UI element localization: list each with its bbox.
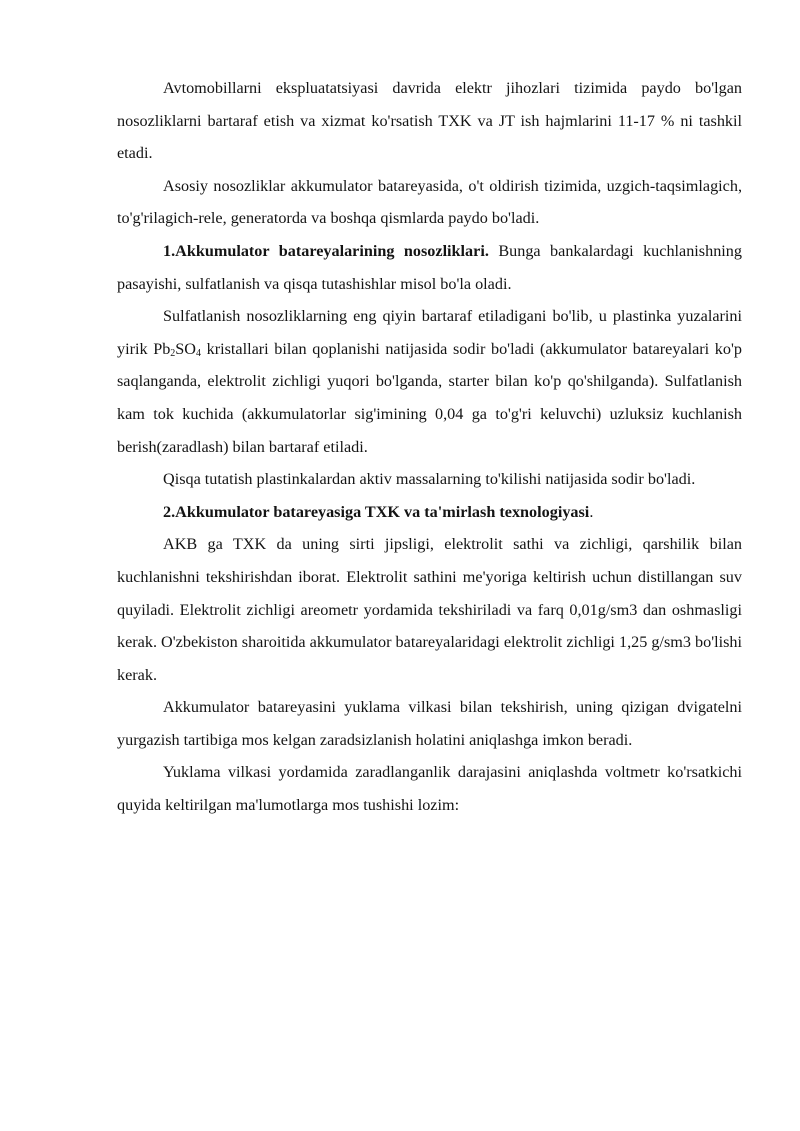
heading-period: . xyxy=(589,502,594,521)
sulfation-text-c: kristallari bilan qoplanishi natijasida sodir bo'ladi (akkumulator batareyalari ko'p saqlanganda, elektrolit zichligi yuqori bo'lganda, starter bilan ko'p qo'shilganda). Sulfatlanish kam tok kuchida (akkumulatorlar sig'imining 0,04 ga to'g'ri keluvchi) uzluksiz kuchlanish berish(zaradlash) bilan bartaraf etiladi. xyxy=(117,339,742,456)
sulfation-text-a: Sulfatlanish nosozliklarning eng qiyin bartaraf etiladigani bo'lib, u plastinka yuzalarini yirik Pb xyxy=(117,307,742,358)
paragraph-short-circuit: Qisqa tutatish plastinkalardan aktiv massalarning to'kilishi natijasida sodir bo'ladi. xyxy=(163,470,696,489)
subscript-2: 2 xyxy=(170,347,176,359)
paragraph-sulfation xyxy=(117,300,742,463)
paragraph-load-fork-test: Akkumulator batareyasini yuklama vilkasi bilan tekshirish, uning qizigan dvigatelni yurgazish tartibiga mos kelgan zaradsizlanish holatini aniqlashga imkon beradi. xyxy=(117,698,742,749)
paragraph-maintenance-heading xyxy=(117,496,742,529)
section-heading-battery-faults: 1.Akkumulator batareyalarining nosozliklari. xyxy=(163,241,489,260)
subscript-4: 4 xyxy=(196,347,201,359)
paragraph-battery-faults xyxy=(117,235,742,300)
paragraph-akb-maintenance: AKB ga TXK da uning sirti jipsligi, elektrolit sathi va zichligi, qarshilik bilan kuchlanishni tekshirishdan iborat. Elektrolit sathini me'yoriga keltirish uchun distillangan suv quyiladi. Elektrolit zichligi areometr yordamida tekshiriladi va farq 0,01g/sm3 dan oshmasligi kerak. O'zbekiston sharoitida akkumulator batareyalaridagi elektrolit zichligi 1,25 g/sm3 bo'lishi kerak. xyxy=(117,535,742,684)
paragraph-main-faults: Asosiy nosozliklar akkumulator batareyasida, o't oldirish tizimida, uzgich-taqsimlagich, to'g'rilagich-rele, generatorda va boshqa qismlarda paydo bo'ladi. xyxy=(117,176,742,228)
sulfation-text-b: SO xyxy=(175,339,196,358)
battery-faults-text: Bunga bankalardagi kuchlanishning pasayishi, sulfatlanish va qisqa tutashishlar misol bo'la oladi. xyxy=(117,241,742,293)
paragraph-voltmeter: Yuklama vilkasi yordamida zaradlanganlik darajasini aniqlashda voltmetr ko'rsatkichi quyida keltirilgan ma'lumotlarga mos tushishi lozim: xyxy=(117,763,742,815)
document-page xyxy=(117,72,742,822)
section-heading-maintenance: 2.Akkumulator batareyasiga TXK va ta'mirlash texnologiyasi xyxy=(163,502,590,521)
paragraph-intro: Avtomobillarni ekspluatatsiyasi davrida elektr jihozlari tizimida paydo bo'lgan nosozliklarni bartaraf etish va xizmat ko'rsatish TXK va JT ish hajmlarini 11-17 % ni tashkil etadi. xyxy=(117,79,742,163)
